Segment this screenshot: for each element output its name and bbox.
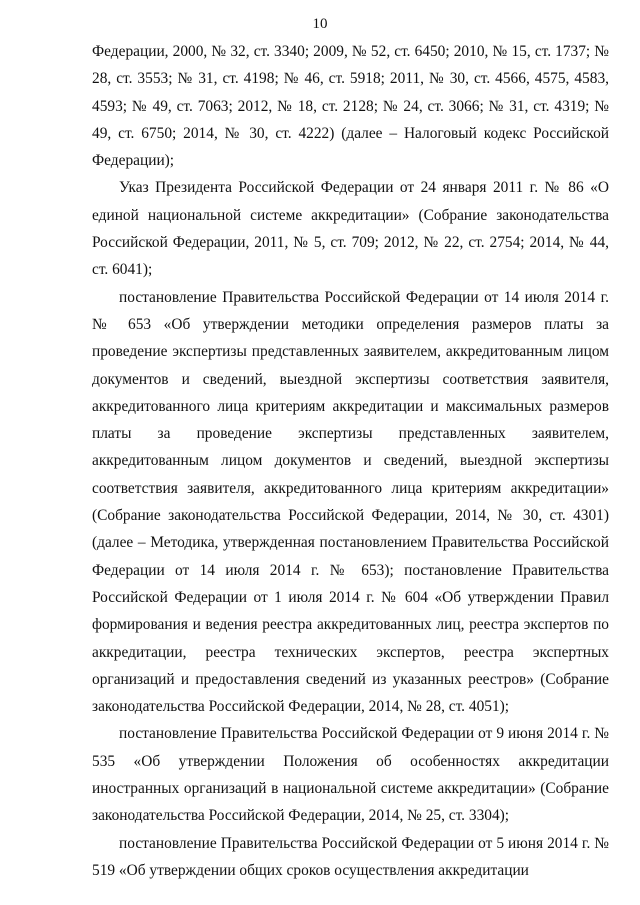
page-number: 10 <box>312 16 328 32</box>
paragraph-tax-code-citation: Федерации, 2000, № 32, ст. 3340; 2009, № 52, ст. 6450; 2010, № 15, ст. 1737; № 28, ст. 3553; № 31, ст. 4198; № 46, ст. 5918; 2011, № 30, ст. 4566, 4575, 4583, 4593; № 49, ст. 7063; 2012, № 18, ст. 2128; № 24, ст. 3066; № 31, ст. 4319; № 49, ст. 6750; 2014, № 30, ст. 4222) (далее – Налоговый кодекс Российской Федерации); <box>92 43 609 170</box>
paragraph-resolution-535: постановление Правительства Российской Федерации от 9 июня 2014 г. № 535 «Об утверждении Положения об особенностях аккредитации иностранных организаций в национальной системе аккредитации» (Собрание законодательства Российской Федерации, 2014, № 25, ст. 3304); <box>92 725 609 825</box>
paragraph-presidential-decree: Указ Президента Российской Федерации от 24 января 2011 г. № 86 «О единой национальной системе аккредитации» (Собрание законодательства Российской Федерации, 2011, № 5, ст. 709; 2012, № 22, ст. 2754; 2014, № 44, ст. 6041); <box>92 179 609 279</box>
paragraph-resolution-653-604: постановление Правительства Российской Федерации от 14 июля 2014 г. № 653 «Об утверждении методики определения размеров платы за проведение экспертизы представленных заявителем, аккредитованным лицом документов и сведений, выездной экспертизы соответствия заявителя, аккредитованного лица критериям аккредитации и максимальных размеров платы за проведение экспертизы представленных заявителем, аккредитованным лицом документов и сведений, выездной экспертизы соответствия заявителя, аккредитованного лица критериям аккредитации» (Собрание законодательства Российской Федерации, 2014, № 30, ст. 4301) (далее – Методика, утвержденная постановлением Правительства Российской Федерации от 14 июля 2014 г. № 653); постановление Правительства Российской Федерации от 1 июля 2014 г. № 604 «Об утверждении Правил формирования и ведения реестра аккредитованных лиц, реестра экспертов по аккредитации, реестра технических экспертов, реестра экспертных организаций и предоставления сведений из указанных реестров» (Собрание законодательства Российской Федерации, 2014, № 28, ст. 4051); <box>92 288 609 716</box>
paragraph-resolution-519: постановление Правительства Российской Федерации от 5 июня 2014 г. № 519 «Об утверждении общих сроков осуществления аккредитации <box>92 834 609 879</box>
body-text <box>92 38 609 884</box>
